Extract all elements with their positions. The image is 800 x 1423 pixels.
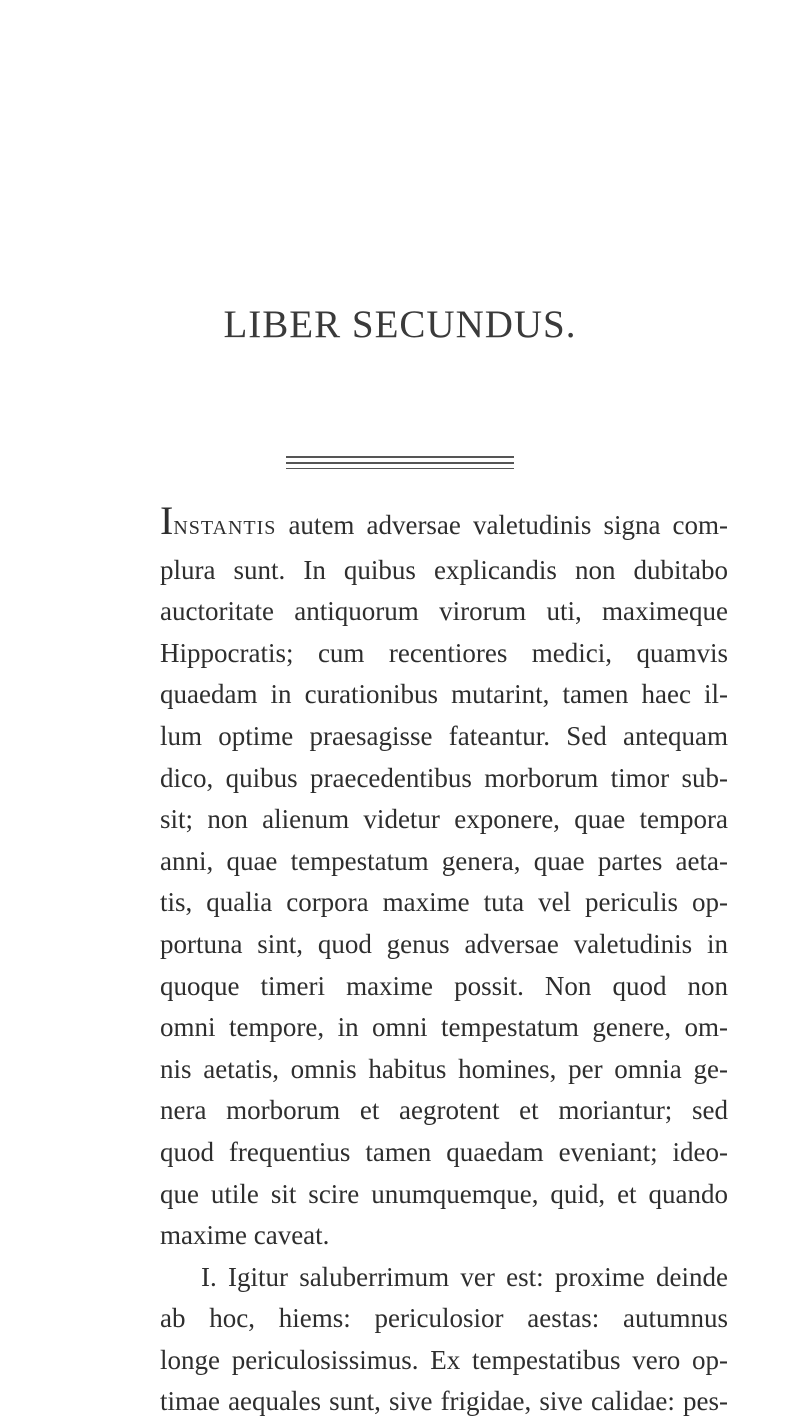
text-line: omni tempore, in omni tempestatum genere, om- [160,1012,728,1043]
text-line: anni, quae tempestatum genera, quae partes aeta- [160,845,728,876]
text-line: auctoritate antiquorum virorum uti, maximeque [160,596,728,627]
ornamental-rule-bottom [286,468,514,469]
text-line: lum optime praesagisse fateantur. Sed antequam [160,720,728,751]
text-line: quod frequentius tamen quaedam eveniant; ideo- [160,1136,728,1167]
text-line: sit; non alienum videtur exponere, quae tempora [160,804,728,835]
text-line: longe periculosissimus. Ex tempestatibus vero op- [160,1344,728,1375]
paragraph-1 [160,500,728,1257]
text-line: nera morborum et aegrotent et moriantur; sed [160,1095,728,1126]
paragraph-2 [160,1257,728,1423]
text-line: timae aequales sunt, sive frigidae, sive calidae: pes- [160,1386,728,1417]
text-line: que utile sit scire unumquemque, quid, et quando [160,1178,728,1209]
text-line [160,500,728,550]
body-text [160,500,728,1423]
text-line: dico, quibus praecedentibus morborum timor sub- [160,762,728,793]
text-line: Hippocratis; cum recentiores medici, quamvis [160,637,728,668]
text-line: portuna sint, quod genus adversae valetudinis in [160,928,728,959]
initial-letter: I [160,498,174,543]
text-line: quaedam in curationibus mutarint, tamen haec il- [160,679,728,710]
text-line: quoque timeri maxime possit. Non quod non [160,970,728,1001]
text-line: nis aetatis, omnis habitus homines, per omnia ge- [160,1053,728,1084]
line-text: autem adversae valetudinis signa com- [276,510,728,540]
first-word-rest: NSTANTIS [173,517,277,539]
text-line: maxime caveat. [160,1220,330,1251]
text-line: I. Igitur saluberrimum ver est: proxime deinde [201,1261,728,1292]
ornamental-rule-top [286,456,514,458]
ornamental-rule-middle [286,462,514,464]
text-line: ab hoc, hiems: periculosior aestas: autumnus [160,1303,728,1334]
text-line: tis, qualia corpora maxime tuta vel periculis op- [160,887,728,918]
text-line: plura sunt. In quibus explicandis non dubitabo [160,554,728,585]
chapter-heading: LIBER SECUNDUS. [223,303,577,346]
